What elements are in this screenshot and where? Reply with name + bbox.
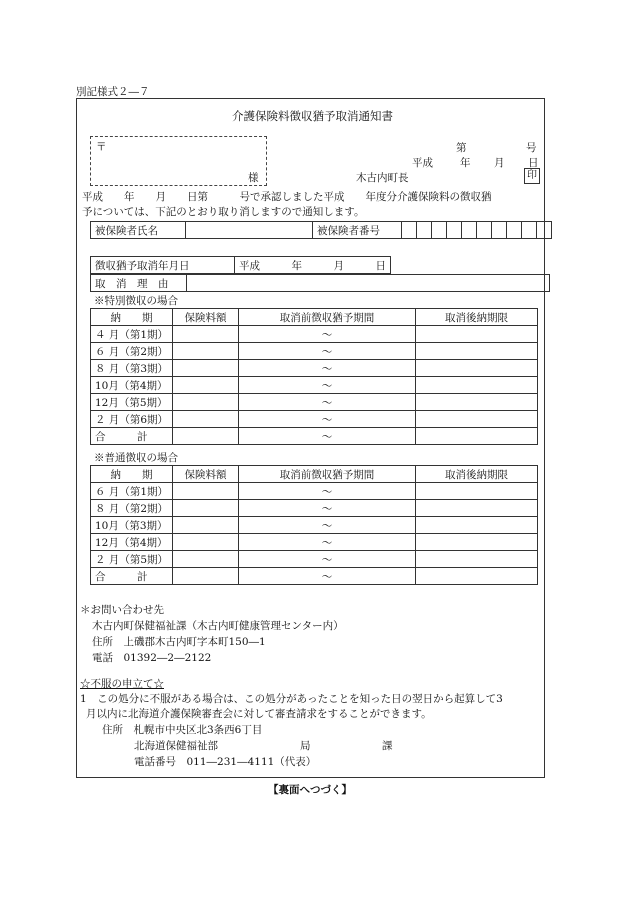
table-row [91, 483, 538, 500]
normal-deferral: ～ [239, 500, 416, 517]
special-deadline [416, 377, 538, 394]
insured-name-value [186, 222, 313, 239]
appeal-address: 住所 札幌市中央区北3条西6丁目 [102, 724, 263, 736]
normal-deadline [416, 517, 538, 534]
number-cell [477, 222, 492, 239]
number-cell [522, 222, 537, 239]
special-period: ４ 月（第1期） [91, 326, 173, 343]
intro-line-1: 平成 年 月 日第 号で承認しました平成 年度分介護保険料の徴収猶 [82, 191, 492, 203]
table-row [91, 428, 538, 445]
special-col-period: 納 期 [91, 309, 173, 326]
special-heading: ※特別徴収の場合 [94, 295, 178, 307]
special-deadline [416, 326, 538, 343]
date-day: 日 [528, 157, 539, 169]
contact-address: 住所 上磯郡木古内町字本町150―1 [92, 636, 266, 648]
normal-deferral: ～ [239, 517, 416, 534]
normal-col-deferral: 取消前徴収猶予期間 [239, 466, 416, 483]
normal-col-amount: 保険料額 [173, 466, 239, 483]
date-month: 月 [494, 157, 505, 169]
table-row [91, 411, 538, 428]
special-deadline [416, 394, 538, 411]
number-cell [537, 222, 552, 239]
normal-amount [173, 517, 239, 534]
contact-phone: 電話 01392―2―2122 [92, 652, 212, 664]
table-row [91, 534, 538, 551]
appeal-bureau: 局 [300, 740, 311, 752]
special-total: 合 計 [91, 428, 173, 445]
normal-table [90, 465, 538, 585]
normal-amount [173, 568, 239, 585]
normal-header-row [91, 466, 538, 483]
footer-continue: 【裏面へつづく】 [268, 784, 352, 796]
postal-mark: 〒 [96, 141, 107, 153]
address-box [90, 136, 267, 186]
appeal-dept: 北海道保健福祉部 [134, 740, 218, 752]
table-row [91, 326, 538, 343]
special-period: ６ 月（第2期） [91, 343, 173, 360]
cancel-date-value: 平成 年 月 日 [235, 257, 391, 274]
table-row [91, 517, 538, 534]
date-era: 平成 [412, 157, 433, 169]
special-table [90, 308, 538, 445]
contact-office: 木古内町保健福祉課（木古内町健康管理センター内） [92, 620, 344, 632]
normal-period: 10月（第3期） [91, 517, 173, 534]
normal-amount [173, 534, 239, 551]
number-cell [447, 222, 462, 239]
appeal-line-2: 月以内に北海道介護保険審査会に対して審査請求をすることができます。 [86, 708, 432, 720]
number-cell [492, 222, 507, 239]
special-period: ２ 月（第6期） [91, 411, 173, 428]
number-cell [402, 222, 417, 239]
table-row [91, 568, 538, 585]
special-deferral: ～ [239, 326, 416, 343]
special-deferral: ～ [239, 377, 416, 394]
normal-deferral: ～ [239, 551, 416, 568]
appeal-section: 課 [382, 740, 393, 752]
special-col-deferral: 取消前徴収猶予期間 [239, 309, 416, 326]
normal-period: ６ 月（第1期） [91, 483, 173, 500]
table-row [91, 500, 538, 517]
appeal-heading: ☆不服の申立て☆ [80, 678, 164, 690]
normal-deadline [416, 568, 538, 585]
table-row [91, 394, 538, 411]
number-cell [507, 222, 522, 239]
normal-deadline [416, 500, 538, 517]
special-amount [173, 360, 239, 377]
table-row [91, 377, 538, 394]
issuer: 木古内町長 [356, 172, 409, 184]
special-deadline [416, 360, 538, 377]
cancel-date-label: 徴収猶予取消年月日 [91, 257, 235, 274]
special-col-deadline: 取消後納期限 [416, 309, 538, 326]
form-label: 別記様式２―７ [76, 86, 150, 98]
normal-amount [173, 551, 239, 568]
special-deadline [416, 428, 538, 445]
normal-total: 合 計 [91, 568, 173, 585]
cancel-reason-label: 取 消 理 由 [91, 275, 187, 292]
special-header-row [91, 309, 538, 326]
doc-no-prefix: 第 [456, 142, 467, 154]
special-amount [173, 428, 239, 445]
normal-deferral: ～ [239, 534, 416, 551]
date-year: 年 [460, 157, 471, 169]
normal-heading: ※普通徴収の場合 [94, 452, 178, 464]
number-cell [462, 222, 477, 239]
cancel-date-table [90, 256, 391, 274]
number-cell [417, 222, 432, 239]
recipient-suffix: 様 [248, 172, 259, 184]
document-title: 介護保険料徴収猶予取消通知書 [232, 109, 393, 123]
cancel-reason-value [187, 275, 550, 292]
special-deferral: ～ [239, 343, 416, 360]
number-cell [432, 222, 447, 239]
normal-amount [173, 500, 239, 517]
table-row [91, 360, 538, 377]
normal-period: 12月（第4期） [91, 534, 173, 551]
special-period: 12月（第5期） [91, 394, 173, 411]
insured-table [90, 221, 552, 239]
normal-deadline [416, 551, 538, 568]
special-deferral: ～ [239, 411, 416, 428]
normal-deadline [416, 534, 538, 551]
normal-deferral: ～ [239, 568, 416, 585]
seal-mark: 印 [524, 168, 540, 184]
special-amount [173, 411, 239, 428]
special-amount [173, 377, 239, 394]
special-deferral: ～ [239, 428, 416, 445]
normal-deferral: ～ [239, 483, 416, 500]
special-amount [173, 343, 239, 360]
special-deadline [416, 411, 538, 428]
special-deferral: ～ [239, 360, 416, 377]
table-row [91, 551, 538, 568]
normal-deadline [416, 483, 538, 500]
special-col-amount: 保険料額 [173, 309, 239, 326]
insured-number-label: 被保険者番号 [313, 222, 402, 239]
special-amount [173, 326, 239, 343]
normal-col-period: 納 期 [91, 466, 173, 483]
normal-period: ８ 月（第2期） [91, 500, 173, 517]
special-deferral: ～ [239, 394, 416, 411]
normal-col-deadline: 取消後納期限 [416, 466, 538, 483]
normal-period: ２ 月（第5期） [91, 551, 173, 568]
doc-no-suffix: 号 [526, 142, 537, 154]
special-period: ８ 月（第3期） [91, 360, 173, 377]
normal-amount [173, 483, 239, 500]
contact-heading: ＊お問い合わせ先 [80, 604, 164, 616]
special-amount [173, 394, 239, 411]
appeal-phone: 電話番号 011―231―4111（代表） [134, 756, 317, 768]
intro-line-2: 予については、下記のとおり取り消しますので通知します。 [82, 206, 365, 218]
appeal-line-1: 1 この処分に不服がある場合は、この処分があったことを知った日の翌日から起算して3 [80, 693, 503, 705]
special-period: 10月（第4期） [91, 377, 173, 394]
cancel-reason-table [90, 274, 550, 292]
table-row [91, 343, 538, 360]
insured-name-label: 被保険者氏名 [91, 222, 186, 239]
special-deadline [416, 343, 538, 360]
